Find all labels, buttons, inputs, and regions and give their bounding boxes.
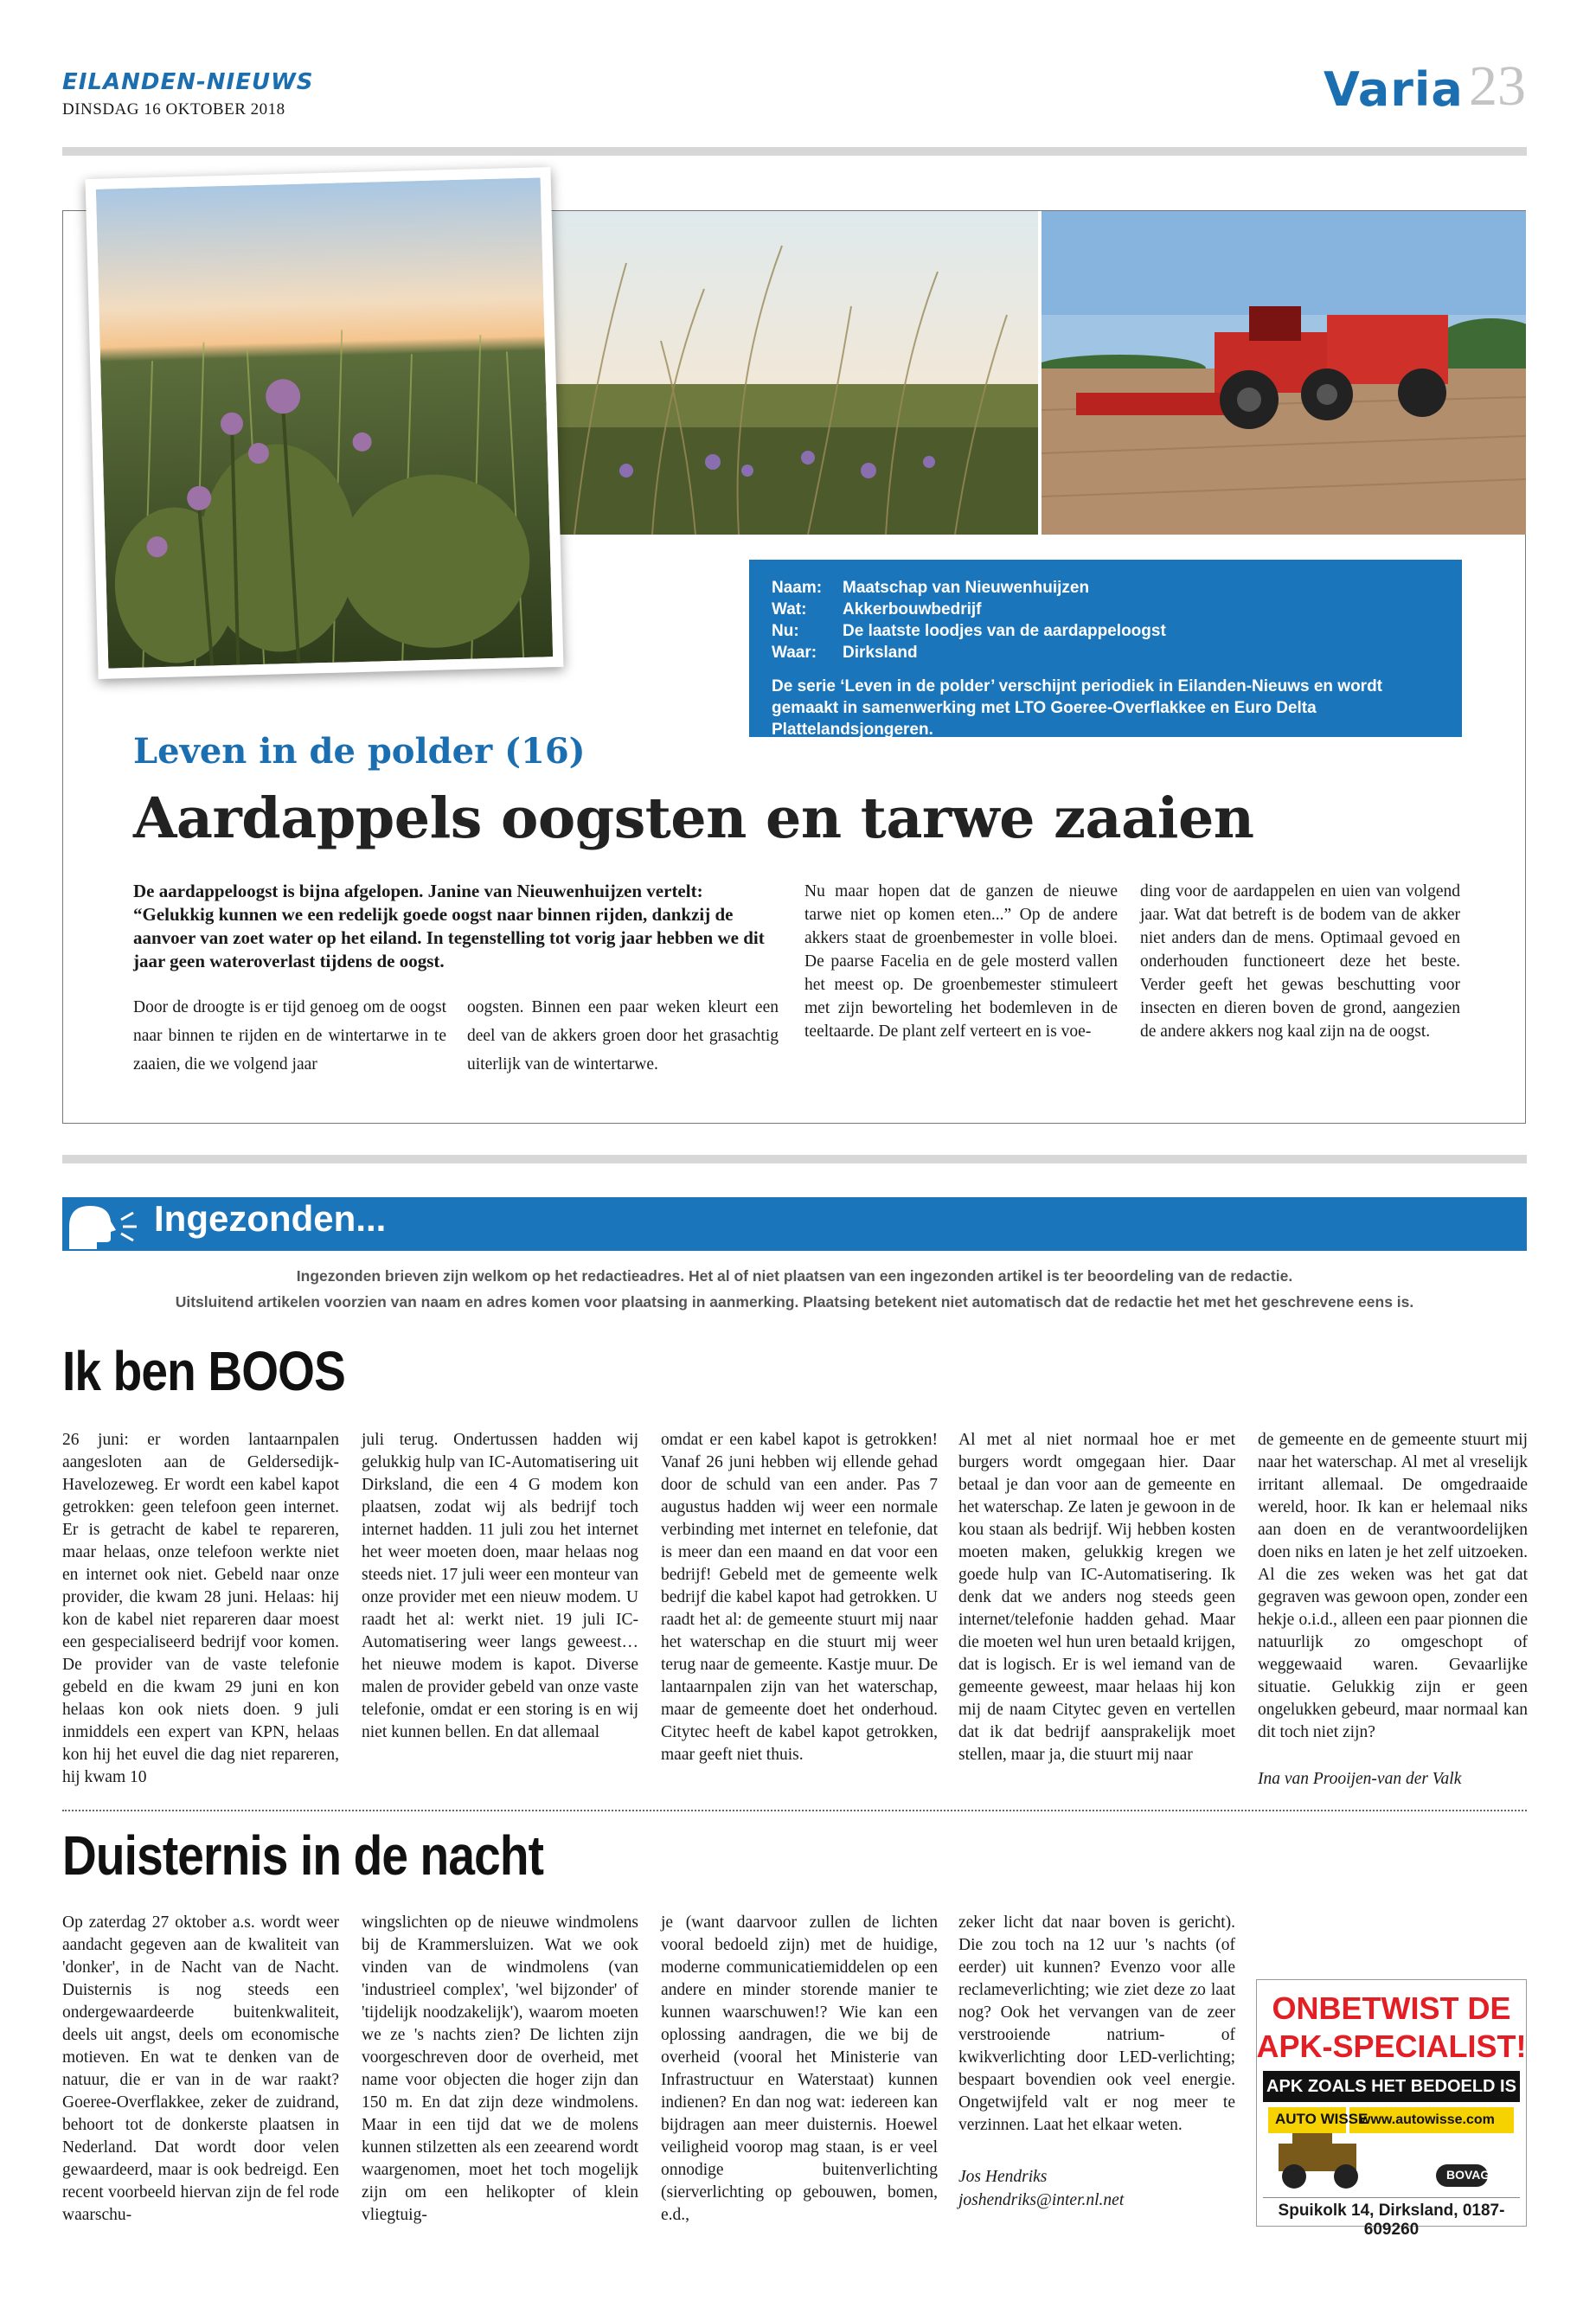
- letter1-author: Ina van Prooijen-van der Valk: [1258, 1770, 1462, 1788]
- info-box: [749, 560, 1462, 737]
- series-note: De serie ‘Leven in de polder’ verschijnt periodiek in Eilanden-Nieuws en wordt gemaakt in samenwerking met LTO Goeree-Overflakkee en Euro Delta Plattelandsjongeren.: [772, 677, 1382, 739]
- letter2-column-3: je (want daarvoor zullen de lichten vooral bedoeld zijn) met de huidige, moderne communicatiemiddelen op een andere en minder storende manier te kunnen waarschuwen!? Wie kan een oplossing aandragen, die we bij de overheid (vooral het Ministerie van Infrastructuur en Waterstaat) kunnen indienen? En dan nog wat: iedereen kan bijdragen aan meer duisternis. Hoewel veiligheid voorop mag staan, is er veel onnodige buitenverlichting (sierverlichting op gebouwen, bomen, e.d.,: [661, 1913, 938, 2224]
- page-number: 23: [1469, 54, 1526, 118]
- section-rule: [62, 1155, 1527, 1163]
- feature-intro: De aardappeloogst is bijna afgelopen. Janine van Nieuwenhuijzen vertelt: “Gelukkig kunnen we een redelijk goede oogst naar binnen rijden, dankzij de aanvoer van zoet water op het eiland. In tegenstelling tot vorig jaar hebben we dit jaar geen wateroverlast tijdens de oogst.: [133, 881, 765, 971]
- letter2-title: Duisternis in de nacht: [62, 1824, 544, 1887]
- letter2-column-2: wingslichten op de nieuwe windmolens bij de Krammersluizen. Wat we ook vinden van de windmolens (van 'industrieel complex', 'wel bijzonder' of 'tijdelijk noodzakelijk'), waarom moeten we ze 's nachts zien? De lichten zijn voorgeschreven door de overheid, met name voor objecten die hoger zijn dan 150 m. En dat zijn deze windmolens. Maar in een tijd dat we de molens kunnen stilzetten als een zeearend wordt waargenomen, moet het toch mogelijk zijn om een helikopter of klein vliegtuig-: [362, 1913, 638, 2224]
- section-title: Varia: [1324, 62, 1464, 117]
- feature-kicker: Leven in de polder (16): [133, 731, 586, 772]
- ingezonden-note-2: Uitsluitend artikelen voorzien van naam en adres komen voor plaatsing in aanmerking. Plaatsing betekent niet automatisch dat de redactie het met het geschrevene eens is.: [175, 1293, 1414, 1311]
- header-rule: [62, 147, 1527, 156]
- info-row-what: Wat: Akkerbouwbedrijf: [772, 600, 982, 619]
- letter1-title: Ik ben BOOS: [62, 1340, 345, 1402]
- ad-brand: AUTO WISSE: [1275, 2111, 1368, 2127]
- feature-column-3: Nu maar hopen dat de ganzen de nieuwe tarwe niet op komen eten...” Op de andere akkers staat de groenbemester in volle bloei. De paarse Facelia en de gele mosterd vallen het meest op. De groenbemester stimuleert met zijn beworteling het bodemleven in de teeltaarde. De plant zelf verteert en is voe-: [804, 882, 1118, 1041]
- ingezonden-note-1: Ingezonden brieven zijn welkom op het redactieadres. Het al of niet plaatsen van een ingezonden artikel is ter beoordeling van de redactie.: [296, 1267, 1293, 1285]
- letter1-column-2: juli terug. Ondertussen hadden wij gelukkig hulp van IC-Automatisering uit Dirksland, die een 4 G modem kon plaatsen, zodat wij als bedrijf toch internet hadden. 11 juli zou het internet het weer moeten doen, maar helaas nog steeds niet. 17 juli weer een monteur van onze provider met een nieuw modem. U raadt het al: werkt niet. 19 juli IC-Automatisering weer langs geweest… het nieuwe modem is kapot. Diverse malen de provider gebeld van onze vaste telefonie, omdat er een storing is en wij niet kunnen bellen. En dat allemaal: [362, 1431, 638, 1741]
- dotted-divider: [62, 1810, 1527, 1811]
- letter2-column-4: zeker licht dat naar boven is gericht). Die zou toch na 12 uur 's nachts (of eerder) uit kunnen? Evenzo voor alle reclameverlichting; wie ziet deze zo laat nog? Ook het vervangen van de zeer verstrooiende natrium- of kwikverlichting door LED-verlichting; bespaart bovendien ook veel energie. Ongetwijfeld valt er nog meer te verzinnen. Laat het elkaar weten.: [958, 1913, 1235, 2134]
- feature-headline: Aardappels oogsten en tarwe zaaien: [133, 785, 1254, 851]
- photo-thistle-field: [86, 167, 564, 679]
- photo-wild-oats: [522, 211, 1038, 535]
- ad-badge: BOVAG: [1446, 2168, 1490, 2182]
- info-row-now: Nu: De laatste loodjes van de aardappeloogst: [772, 622, 1166, 640]
- ad-url[interactable]: www.autowisse.com: [1360, 2112, 1495, 2127]
- ad-tagline: APK ZOALS HET BEDOELD IS: [1263, 2071, 1520, 2102]
- info-row-name: Naam: Maatschap van Nieuwenhuijzen: [772, 579, 1090, 597]
- letter2-author: Jos Hendriks: [958, 2168, 1048, 2186]
- ad-logo-panel: [1263, 2104, 1520, 2194]
- letter1-column-1: 26 juni: er worden lantaarnpalen aangesloten aan de Geldersedijk-Havelozeweg. Er wordt een kabel kapot getrokken: geen telefoon geen internet. Er is getracht de kabel te repareren, maar helaas, onze telefoon werkte niet en internet ook niet. Gebeld naar onze provider, die kwam 28 juni. Helaas: hij kon de kabel niet repareren daar moest een gespecialiseerd bedrijf voor komen. De provider van de vaste telefonie gebeld en die kwam 29 juni en kon helaas kon ook niets doen. 9 juli inmiddels een expert van KPN, helaas kon hij het euvel die dag niet repareren, hij kwam 10: [62, 1431, 339, 1786]
- letter2-column-1: Op zaterdag 27 oktober a.s. wordt weer aandacht gegeven aan de kwaliteit van 'donker', in de Nacht van de Nacht. Duisternis is nog steeds een ondergewaardeerde buitenkwaliteit, deels uit angst, deels om economische motieven. En wat te denken van de natuur, die er van in de war raakt? Goeree-Overflakkee, zeker de zuidrand, behoort tot de donkerste plaatsen in Nederland. Dat wordt door velen gewaardeerd, maar is ook bedreigd. Een recent voorbeeld hiervan zijn de fel rode waarschu-: [62, 1913, 339, 2224]
- letter2-email: joshendriks@inter.nl.net: [958, 2191, 1125, 2209]
- photo-tractor: [1042, 211, 1526, 535]
- info-row-where: Waar: Dirksland: [772, 644, 918, 662]
- masthead: EILANDEN-NIEUWS: [62, 69, 314, 95]
- letter1-column-3: omdat er een kabel kapot is getrokken! Vanaf 26 juni hebben wij ellende gehad door de schuld van een ander. Pas 7 augustus hadden wij weer een normale verbinding met internet en telefonie, dat is meer dan een maand en dat voor een bedrijf! Gebeld met de gemeente welk bedrijf die kabel kapot had getrokken. U raadt het al: de gemeente stuurt mij naar het waterschap en die stuurt mij weer terug naar de gemeente. Kastje muur. De lantaarnpalen zijn van het waterschap, maar de gemeente doet het onderhoud. Citytec heeft de kabel kapot getrokken, maar geeft niet thuis.: [661, 1431, 938, 1764]
- ingezonden-title: Ingezonden...: [154, 1198, 387, 1239]
- ad-title: ONBETWIST DE APK-SPECIALIST!: [1256, 1990, 1527, 2064]
- letter1-column-4: Al met al niet normaal hoe er met burgers wordt omgegaan hier. Daar betaal je dan voor aan de gemeente en het waterschap. Ze laten je gewoon in de kou staan als bedrijf. Wij hebben kosten moeten maken, gelukkig kregen we goede hulp van IC-Automatisering. Ik denk dat we anders nog steeds geen internet/telefonie hadden gehad. Maar die moeten wel hun uren betaald krijgen, dat is logisch. Er is wel iemand van de gemeente geweest, maar helaas hij kon mij de naam Citytec geven en vertellen dat ik dat bedrijf aansprakelijk moet stellen, maar ja, die stuurt mij naar: [958, 1431, 1235, 1764]
- feature-column-2: oogsten. Binnen een paar weken kleurt een deel van de akkers groen door het grasachtig uiterlijk van de wintertarwe.: [467, 998, 779, 1074]
- issue-date: DINSDAG 16 OKTOBER 2018: [62, 100, 285, 119]
- letter1-column-5: de gemeente en de gemeente stuurt mij naar het waterschap. Al met al vreselijk irritant allemaal. De omgedraaide wereld, hoor. Ik kan er helemaal niks aan doen en de verantwoordelijken doen niks en laten je het zelf uitzoeken. Al die zes weken was het gat dat gegraven was gewoon open, zonder een hekje o.i.d., alleen een paar pionnen die natuurlijk zo omgeschopt of weggewaaid waren. Gevaarlijke situatie. Gelukkig zijn er geen ongelukken gebeurd, maar normaal kan dit toch niet zijn?: [1258, 1431, 1528, 1741]
- feature-column-1: Door de droogte is er tijd genoeg om de oogst naar binnen te rijden en de wintertarwe in te zaaien, die we volgend jaar: [133, 998, 446, 1074]
- ad-address: Spuikolk 14, Dirksland, 0187-609260: [1263, 2197, 1520, 2240]
- speaking-head-icon: [64, 1201, 151, 1249]
- feature-column-4: ding voor de aardappelen en uien van volgend jaar. Wat dat betreft is de bodem van de akker niet anders dan de mens. Optimaal gevoed en onderhouden functioneert deze het beste. Verder geeft het gewas beschutting voor insecten en dieren boven de grond, aangezien de andere akkers nog kaal zijn na de oogst.: [1140, 882, 1460, 1041]
